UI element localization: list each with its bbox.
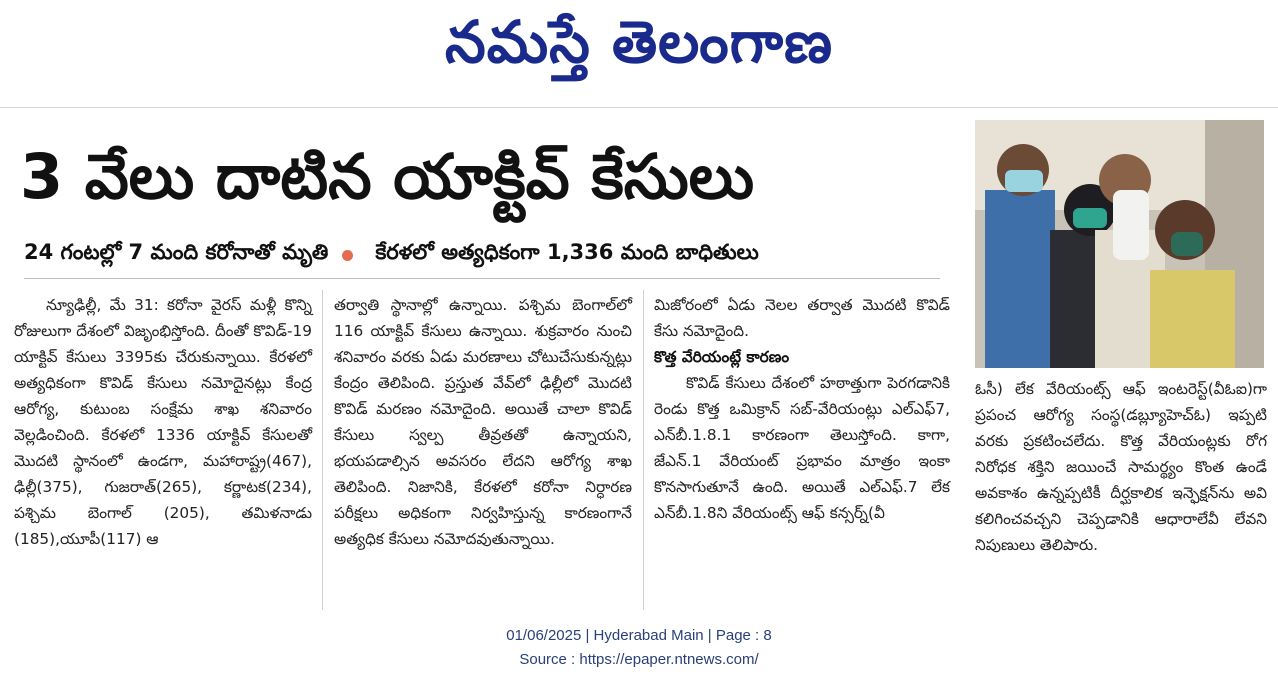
column-4-text: ఓసీ) లేక వేరియంట్స్ ఆఫ్ ఇంటరెస్ట్(వీఓఐ)గా ప్రపంచ ఆరోగ్య సంస్థ(డబ్ల్యూహెచ్ఓ) ఇప్పటి వరకు ప్రకటించలేదు. కొత్త వేరియంట్లకు రోగ నిరోధక శక్తిని జయించే సామర్థ్యం కొంత ఉండే అవకాశం ఉన్నప్పటికీ దీర్ఘకాలిక ఇన్ఫెక్షన్‌ను అవి కలిగించవచ్చని చెప్పడానికి ఆధారాలేవీ లేవని నిపుణులు తెలిపారు. (975, 380, 1267, 554)
subheadline-left: 24 గంటల్లో 7 మంది కరోనాతో మృతి (24, 240, 329, 264)
masthead (0, 0, 1278, 100)
column-2-text: తర్వాతి స్థానాల్లో ఉన్నాయి. పశ్చిమ బెంగాల్‌లో 116 యాక్టివ్ కేసులు ఉన్నాయి. శుక్రవారం నుంచి శనివారం వరకు ఏడు మరణాలు చోటుచేసుకున్నట్లు కేంద్రం తెలిపింది. ప్రస్తుత వేవ్‌లో ఢిల్లీలో మొదటి కొవిడ్ మరణం నమోదైంది. అయితే చాలా కొవిడ్ కేసులు స్వల్ప తీవ్రతతో ఉన్నాయని, భయపడాల్సిన అవసరం లేదని ఆరోగ్య శాఖ తెలిపింది. నిజానికి, కేరళలో కరోనా నిర్ధారణ పరీక్షలు అధికంగా నిర్వహిస్తున్న కారణంగానే అత్యధిక కేసులు నమోదవుతున్నాయి. (334, 296, 632, 548)
column-3-subhead: కొత్త వేరియంట్లే కారణం (654, 348, 790, 366)
column-divider (643, 290, 644, 610)
article-column-3 (654, 292, 950, 526)
newspaper-logo: నమస్తే తెలంగాణ (445, 8, 833, 76)
column-3-body: కొవిడ్ కేసులు దేశంలో హఠాత్తుగా పెరగడానికి రెండు కొత్త ఒమిక్రాన్ సబ్-వేరియంట్లు ఎల్ఎఫ్7, ఎన్‌బీ.1.8.1 కారణంగా తెలుస్తోంది. కాగా, జేఎన్.1 వేరియంట్ ప్రభావం మాత్రం ఇంకా కొనసాగుతూనే ఉంది. అయితే ఎల్ఎఫ్.7 లేక ఎన్‌బీ.1.8ని వేరియంట్స్ ఆఫ్ కన్సర్న్(వీ (654, 374, 950, 522)
article-column-1 (14, 292, 312, 552)
page-footer (0, 624, 1278, 672)
column-1-text: న్యూఢిల్లీ, మే 31: కరోనా వైరస్ మళ్లీ కొన్ని రోజులుగా దేశంలో విజృంభిస్తోంది. దీంతో కొవిడ్-19 యాక్టివ్ కేసులు 3395కు చేరుకున్నాయి. కేరళలో అత్యధికంగా కొవిడ్ కేసులు నమోదైనట్లు కేంద్ర ఆరోగ్య, కుటుంబ సంక్షేమ శాఖ శనివారం వెల్లడించింది. కేరళలో 1336 యాక్టివ్ కేసులతో మొదటి స్థానంలో ఉండగా, మహారాష్ట్ర(467), ఢిల్లీ(375), గుజరాత్(265), కర్ణాటక(234), పశ్చిమ బెంగాల్ (205), తమిళనాడు (185),యూపీ(117) ఆ (14, 296, 312, 548)
footer-edition-info: 01/06/2025 | Hyderabad Main | Page : 8 (506, 627, 772, 644)
masthead-divider (0, 107, 1278, 108)
column-3-intro: మిజోరంలో ఏడు నెలల తర్వాత మొదటి కొవిడ్ కేసు నమోదైంది. (654, 296, 950, 340)
article-headline: 3 వేలు దాటిన యాక్టివ్ కేసులు (20, 140, 755, 213)
column-divider (322, 290, 323, 610)
subheadline-right: కేరళలో అత్యధికంగా 1,336 మంది బాధితులు (375, 240, 759, 264)
article-photo (975, 120, 1264, 368)
bullet-dot-icon (342, 250, 353, 261)
masked-people-photo (975, 120, 1264, 368)
footer-source-link[interactable]: Source : https://epaper.ntnews.com/ (519, 651, 759, 668)
article-subheadline (24, 238, 944, 272)
article-column-4 (975, 376, 1267, 558)
subheadline-divider (24, 278, 940, 279)
article-column-2 (334, 292, 632, 552)
